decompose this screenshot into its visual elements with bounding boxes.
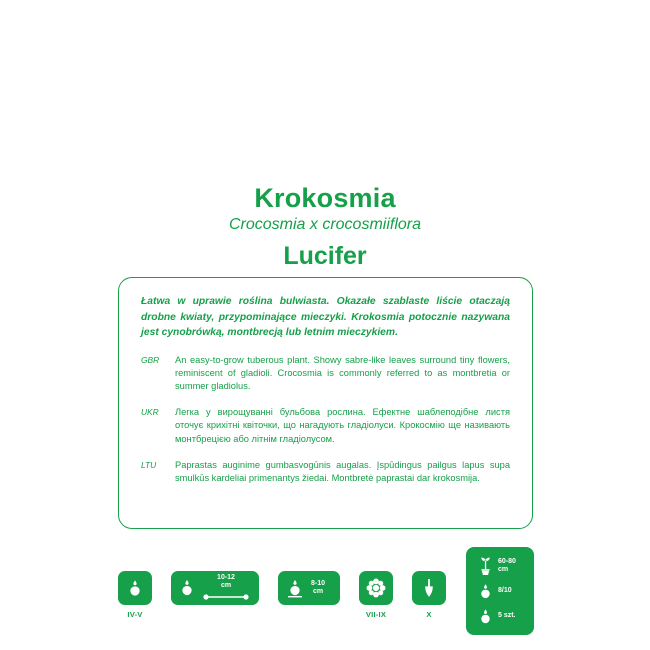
- position-caption: X: [426, 610, 432, 619]
- hardiness-zone-value: 8/10: [498, 586, 512, 594]
- quantity-row: [472, 604, 528, 629]
- planting-depth-value: 10-12: [217, 574, 235, 581]
- planting-depth-icon-box: [171, 571, 259, 605]
- planting-time-icon-box: [118, 571, 152, 605]
- bulb-depth-icon: [177, 577, 197, 599]
- trowel-icon: [419, 577, 439, 599]
- latin-name: Crocosmia x crocosmiiflora: [228, 216, 422, 233]
- title-block: [0, 183, 650, 271]
- spacing-icon-box: [278, 571, 340, 605]
- description-card: [118, 277, 533, 529]
- hardiness-zone-icon: [472, 582, 498, 600]
- planting-time-caption: IV-V: [127, 610, 143, 619]
- language-code-ltu: LTU: [141, 459, 157, 470]
- flower-icon: [365, 577, 387, 599]
- position-icon-box: [412, 571, 446, 605]
- planting-depth-unit: cm: [220, 582, 232, 589]
- description-text-ukr: Легка у вирощуванні бульбова рослина. Ефектне шаблеподібне листя оточує крихітні квіточки, що нагадують гладіолуси. Крокосмію ще називають монтбрецією або літнім гладіолусом.: [175, 407, 510, 444]
- plant-height-icon: [472, 556, 498, 576]
- quantity-value: 5 szt.: [498, 612, 516, 620]
- language-code-ukr: UKR: [141, 407, 159, 418]
- description-paragraph-ukr: [141, 406, 510, 446]
- plant-details-box: [466, 547, 534, 635]
- flowering-time-icon-box: [359, 571, 393, 605]
- description-text-gbr: An easy-to-grow tuberous plant. Showy sabre-like leaves surround tiny flowers, reminiscent of gladioli. Crocosmia is commonly referred to as montbretia or summer gladiolus.: [175, 354, 510, 391]
- plant-height-row: [472, 553, 528, 578]
- quantity-icon: [472, 607, 498, 625]
- bulb-spacing-icon: [285, 577, 305, 599]
- description-paragraph-ltu: [141, 459, 510, 485]
- spacing-value: 8-10: [311, 580, 326, 587]
- description-text-ltu: Paprastas auginime gumbasvogūnis augalas. Įspūdingus pailgus lapus supa smulkūs kardeliai primenantys žiedai. Montbretė paprastai dar krokosmija.: [175, 459, 510, 483]
- language-code-gbr: GBR: [141, 354, 160, 365]
- depth-arrow-icon: [202, 592, 250, 602]
- planting-bulb-icon: [125, 578, 145, 598]
- flowering-time-caption: VII-IX: [365, 610, 387, 619]
- page-title: Krokosmia: [254, 183, 396, 213]
- description-paragraph-gbr: [141, 354, 510, 394]
- cultivar-name: Lucifer: [283, 242, 367, 270]
- description-lead: Łatwa w uprawie roślina bulwiasta. Okazałe szablaste liście otaczają drobne kwiaty, przypominające mieczyki. Krokosmia potocznie nazywana jest cynobrówką, montbrecją lub letnim mieczykiem.: [141, 296, 510, 338]
- spacing-unit: cm: [312, 588, 324, 595]
- hardiness-zone-row: [472, 578, 528, 603]
- plant-height-value: 60-80 cm: [498, 557, 516, 573]
